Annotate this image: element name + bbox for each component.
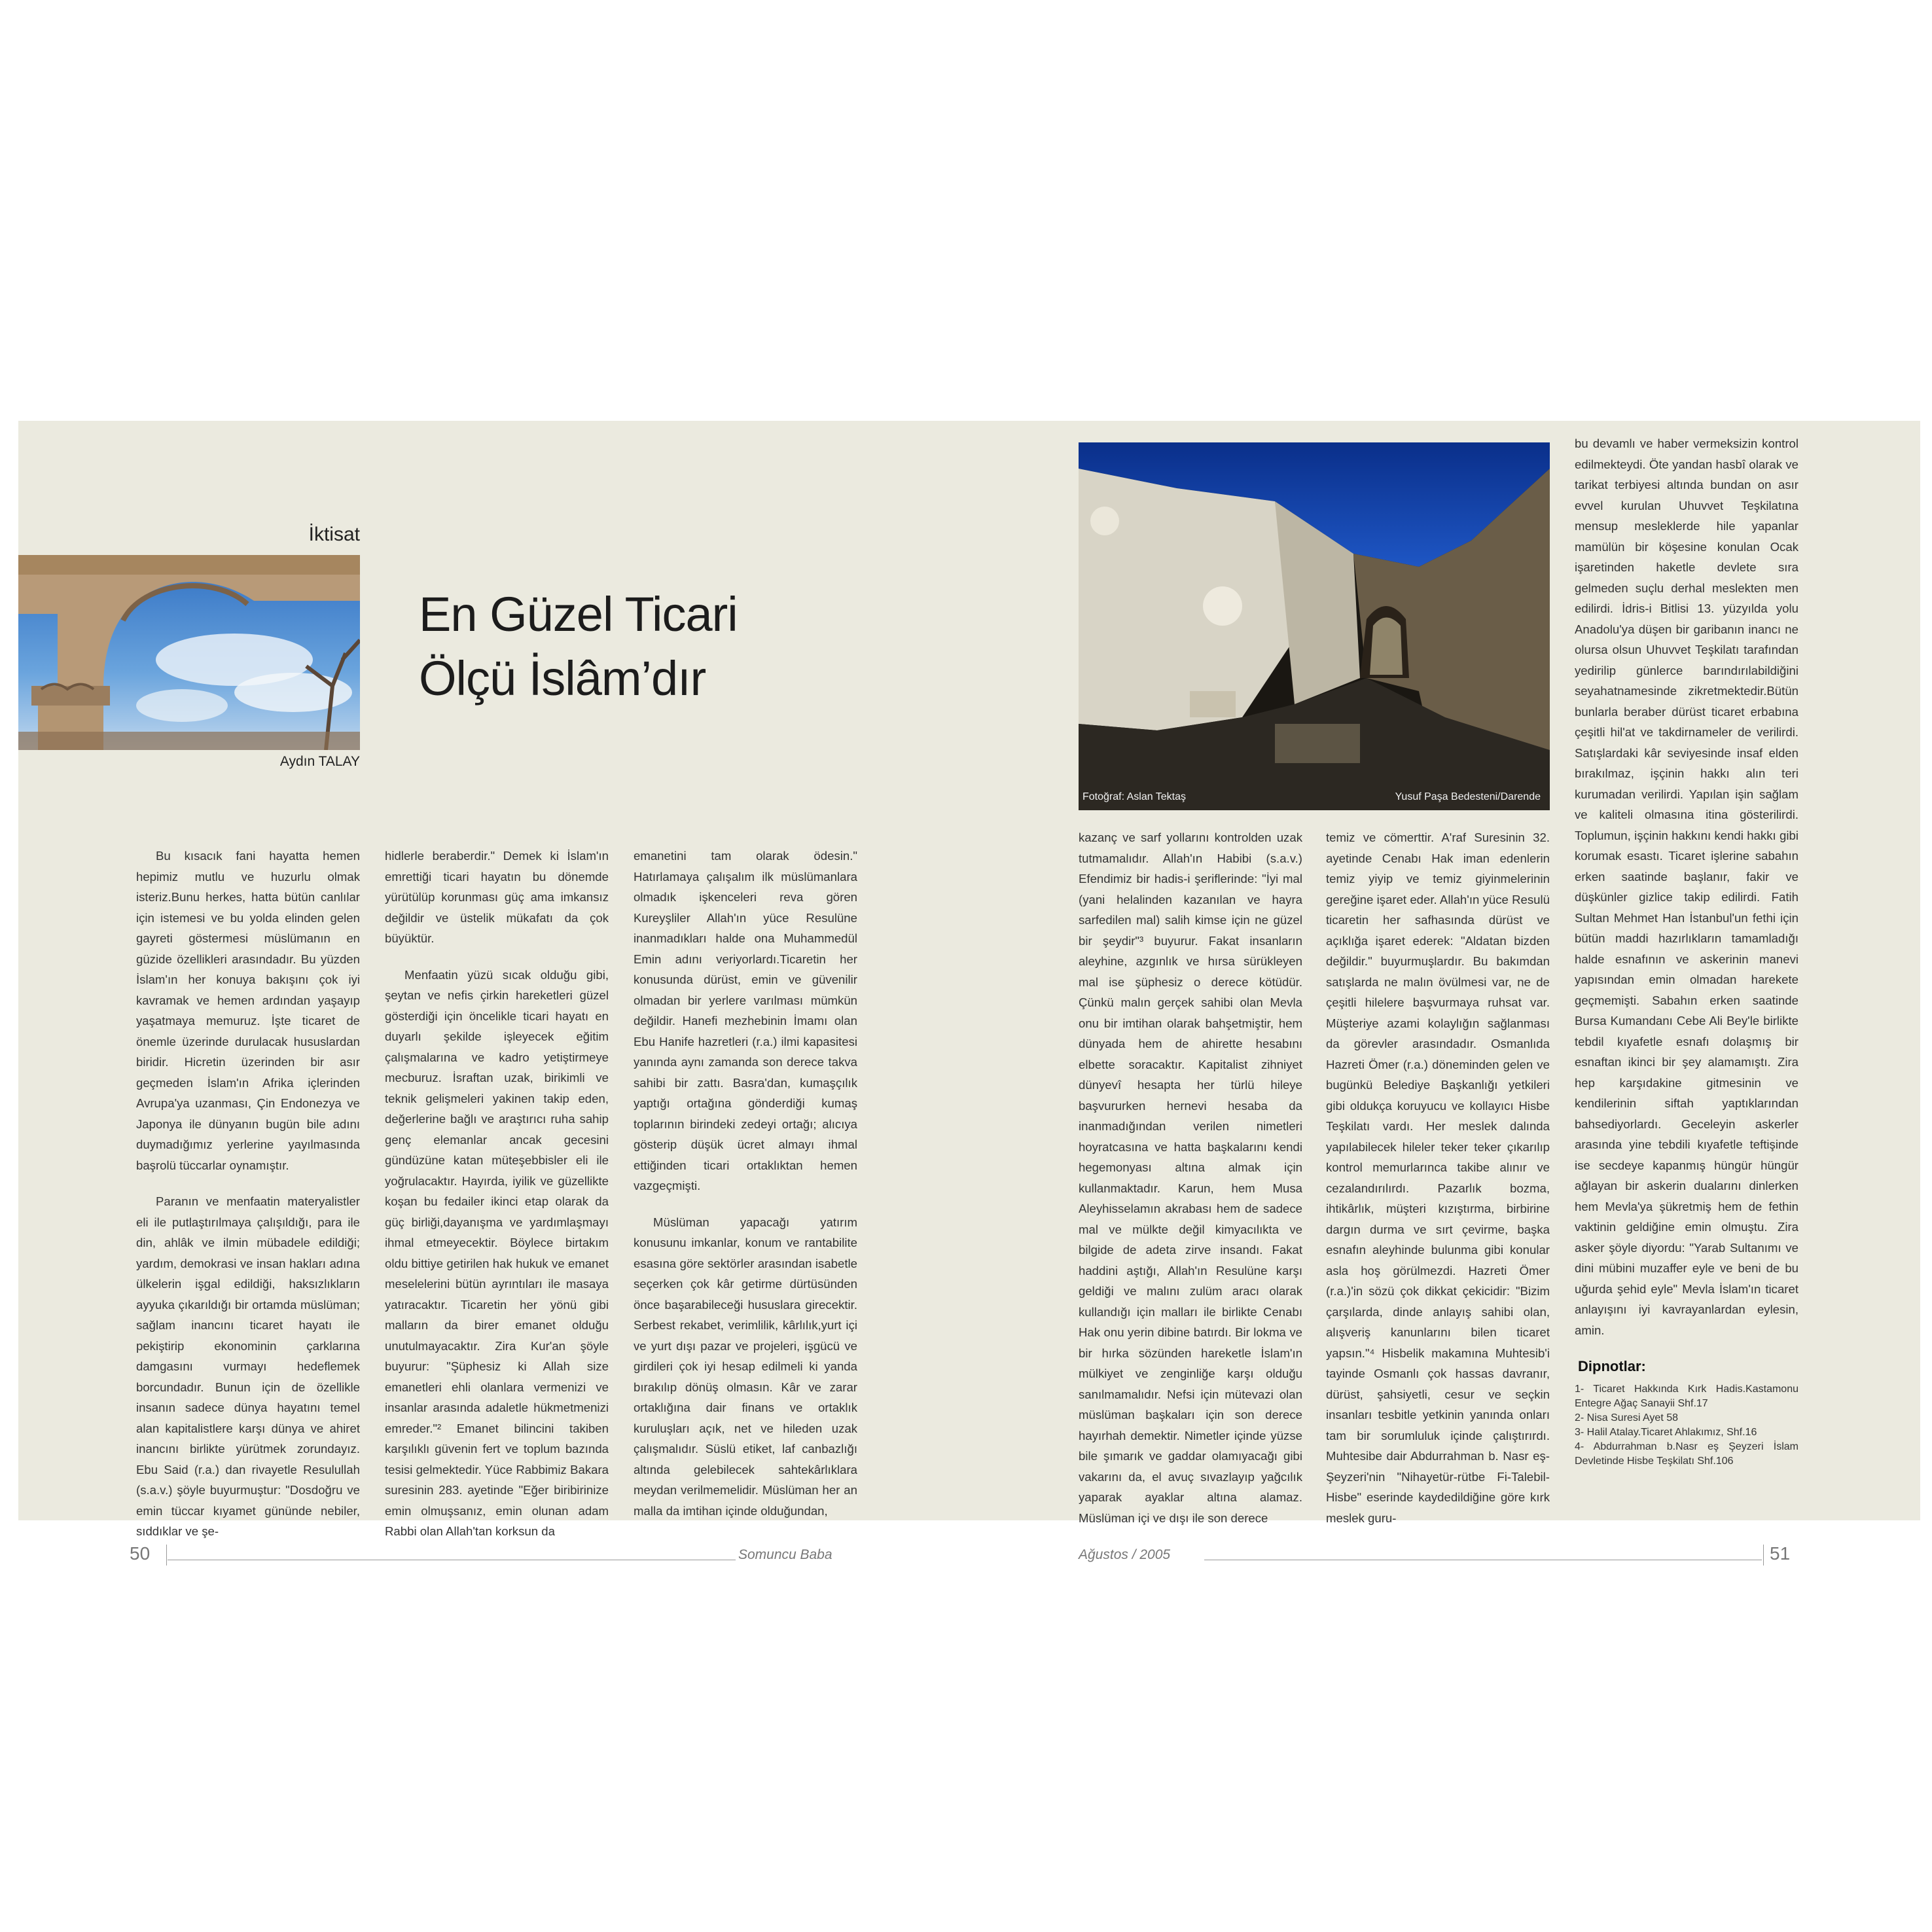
paragraph: Paranın ve menfaatin materyalistler eli ile putlaştırılmaya çalışıldığı, para ile din, ahlâk ve ilmin mübadele edildiği; yardım, demokrasi ve insan hakları adına ülkelerin işgal edildiği, haksızlıkların ayyuka çıkarıldığı bir ortamda müslüman; sağlam inancını ticaret hayatı ile pekiştirip ekonominin çarklarına damgasını vurmayı hedeflemek borcundadır. Bunun için de özellikle insanın sadece dünya hayatını temel alan kapitalistlere karşı dünya ve ahiret inancını birlikte yürütmek zorundayız. Ebu Said (r.a.) dan rivayetle Resulullah (s.a.v.) şöyle buyurmuştur: "Dosdoğru ve emin tüccar kıyamet gününde nebiler, sıddıklar ve şe- xyxy=(136,1194,360,1538)
ruin-photo-graphic xyxy=(1079,442,1550,810)
footnote-item: 1- Ticaret Hakkında Kırk Hadis.Kastamonu Entegre Ağaç Sanayii Shf.17 xyxy=(1575,1383,1798,1409)
column-1 xyxy=(136,846,360,1558)
paragraph: Bu kısacık fani hayatta hemen hepimiz mutlu ve huzurlu olmak isteriz.Bunu herkes, hatta bütün canlılar için istemesi ve bu yolda elinden gelen gayreti göstermesi müslümanın en güzide özellikleri arasındadır. Bu yüzden İslam'ın her konuya bakışını çok iyi kavramak ve hemen ardından yaşayıp yaşatmaya memuruz. İşte ticaret de önemle üzerinde durulacak hususlardan biridir. Hicretin üzerinden bir asır geçmeden İslam'ın Afrika içlerinden Avrupa'ya uzanması, Çin Endonezya ve Japonya ile dünyanın bugün bile adını duymadığımız yerlerine yayılmasında başrolü tüccarlar oynamıştır. xyxy=(136,849,360,1172)
section-label: İktisat xyxy=(308,524,360,545)
column-6 xyxy=(1575,433,1798,1469)
title-line-2: Ölçü İslâm’dır xyxy=(419,651,706,706)
ruin-photo xyxy=(1079,442,1550,810)
left-page-number: 50 xyxy=(130,1543,151,1564)
paragraph: kazanç ve sarf yollarını kontrolden uzak tutmamalıdır. Allah'ın Habibi (s.a.v.) Efendimiz bir hadis-i şeriflerinde: "İyi mal (yani helalinden kazanılan ve hayra sarfedilen mal) salih kimse için ne güzel bir şeydir"³ buyurur. Fakat insanların aleyhine, azgınlık ve hırsa sürükleyen mal ise şüphesiz o derece kötüdür. Çünkü malın gerçek sahibi olan Mevla onu bir imtihan olarak bahşetmiştir, hem dünyada hem de ahirette hesabını elbette soracaktır. Kapitalist zihniyet dünyevî hesapta her türlü hileye başvururken hernevi hesaba da inanmadığından verilen nimetleri hoyratcasına ve hatta başkalarını kendi hegemonyası altına almak için kullanmaktadır. Karun, hem Musa Aleyhisselamın akrabası hem de sadece mal ve mülkte değil kimyacılıkta ve bilgide de adeta zirve insandı. Fakat haddini aştığı, Allah'ın Resulüne karşı geldiği ve malını zulüm aracı olarak kullandığı için malları ile birlikte Cenabı Hak onu yerin dibine batırdı. Bir lokma ve bir hırka sözünden hareketle İslam'ın mülkiyet ve zenginliğe karşı olduğu sanılmamalıdır. Nefsi için mütevazi olan müslüman başkaları için son derece hayırhah demektir. Nimetler içinde yüzse bile şımarık ve gaddar olamıyacağı gibi vakarını da, el avuç sıvazlayıp yağcılık yaparak ayaklar altına alamaz. Müslüman içi ve dışı ile son derece xyxy=(1079,831,1302,1525)
footnote-item: 3- Halil Atalay.Ticaret Ahlakımız, Shf.16 xyxy=(1575,1426,1757,1438)
magazine-name: Somuncu Baba xyxy=(738,1547,832,1562)
column-2 xyxy=(385,846,609,1558)
column-3 xyxy=(634,846,857,1537)
paragraph: bu devamlı ve haber vermeksizin kontrol edilmekteydi. Öte yandan hasbî olarak ve tarikat terbiyesi altında bundan on asır evvel kurulan Uhuvvet Teşkilatına mensup mesleklerde hile yapanlar mamülün bir köşesine konulan Ocak işaretinden haketle devlete sıra gelmeden suçlu derhal meslekten men edilirdi. İdris-i Bitlisi 13. yüzyılda yolu Anadolu'ya düşen bir garibanın inancı ne olursa olsun Uhuvvet Teşkilatı tarafından yedirilip günlerce barındırılabildiğini seyahatnamesinde zikretmektedir.Bütün bunlarla beraber dürüst ticaret erbabına çeşitli hil'at ve takdirnameler de verilirdi. Satışlardaki kâr seviyesinde insaf elden bırakılmaz, işçinin hakkı alın teri kurumadan verilirdi. Yapılan işin sağlam ve kaliteli olmasına itina gösterilirdi. Toplumun, işçinin hakkını kendi hakkı gibi korumak esastı. Ticaret işlerine sabahın erken saatinde başlanır, fakir ve düşkünler gizlice takip edilirdi. Fatih Sultan Mehmet Han İstanbul'un fethi için bütün maddi hazırlıkların tamamladığı halde esnafının ve askerinin manevi yapısından emin olmadan harekete geçmemişti. Sabahın erken saatinde Bursa Kumandanı Cebe Ali Bey'le birlikte tebdil kıyafetle esnafı dolaşmış bir esnaftan ikinci bir şey alamamıştı. Zira hep karşıdakine gitmesinin ve kendilerinin siftah yaptıklarından bahsediyorlardı. Geceleyin askerler arasında yine tebdili kıyafetle teftişinde ise secdeye kapanmış hüngür hüngür ağlayan bir askerin dualarını dinlerken hem Mevla'ya şükretmiş hem de fethin vaktinin geldiğine emin olmuştu. Zira asker şöyle diyordu: "Yarab Sultanımı ve dini mübini muzaffer eyle ve beni de bu uğurda şehid eyle" Mevla İslam'ın ticaret anlayışını iyi kavrayanlardan eylesin, amin. xyxy=(1575,437,1798,1337)
article-title xyxy=(419,582,738,711)
footnotes-title: Dipnotlar: xyxy=(1578,1358,1646,1374)
right-page-number: 51 xyxy=(1770,1543,1791,1564)
arch-photo-graphic xyxy=(18,555,360,750)
footnote-item: 2- Nisa Suresi Ayet 58 xyxy=(1575,1412,1679,1423)
issue-date: Ağustos / 2005 xyxy=(1079,1547,1171,1562)
footer-divider xyxy=(1763,1545,1764,1565)
photo-location: Yusuf Paşa Bedesteni/Darende xyxy=(1395,791,1541,802)
title-line-1: En Güzel Ticari xyxy=(419,587,738,641)
footer-divider xyxy=(166,1545,167,1565)
paragraph: hidlerle beraberdir." Demek ki İslam'ın emrettiği ticari hayatın bu dönemde yürütülüp korunması güç ama imkansız değildir ve üstelik mükafatı da çok büyüktür. xyxy=(385,849,609,945)
column-5 xyxy=(1326,827,1550,1544)
paragraph: temiz ve cömerttir. A'raf Suresinin 32. ayetinde Cenabı Hak iman edenlerin temiz yiyip ve temiz giyinmelerinin gereğine işaret eder. Allah'ın yüce Resulü ticaretin her safhasında dürüst ve açıklığa işaret ederek: "Aldatan bizden değildir." buyurmuşlardır. Bu bakımdan satışlarda ne malın övülmesi var, ne de çeşitli hilelere başvurmaya ruhsat var. Müşteriye azami kolaylığın sağlanması da görevler arasındadır. Osmanlıda Hazreti Ömer (r.a.) döneminden gelen ve bugünkü Belediye Başkanlığı yetkileri gibi oldukça koruyucu ve kollayıcı Hisbe Teşkilatı vardı. Her meslek dalında yapılabilecek hileler teker teker çıkarılıp kontrol memurlarınca takibe alınır ve cezalandırılırdı. Pazarlık bozma, ihtikârlık, müşteri kızıştırma, birbirine dargın durma ve sırt çevirme, başka esnafın aleyhinde bulunma gibi konular asla hoş görülmezdi. Hazreti Ömer (r.a.)'in sözü çok dikkat çekicidir: "Bizim çarşılarda, dinde anlayış sahibi olan, alışveriş kanunlarını bilen ticaret yapsın."⁴ Hisbelik makamına Muhtesib'i tayinde Osmanlı çok hassas davranır, dürüst, şahsiyetli, cesur ve seçkin insanları tesbitle yetkinin yanında onları tam bir sorumluluk içinde çalıştırırdı. Muhtesibe dair Abdurrahman b. Nasr eş-Şeyzeri'nin "Nihayetür-rütbe Fi-Talebil-Hisbe" eserinde kaydedildiğine göre kırk meslek guru- xyxy=(1326,831,1550,1525)
paragraph: Menfaatin yüzü sıcak olduğu gibi, şeytan ve nefis çirkin hareketleri güzel gösterdiği için öncelikle ticari hayatı en duyarlı şekilde işleyecek eğitim çalışmalarına ve kadro yetiştirmeye mecburuz. İsraftan uzak, birikimli ve teknik gelişmeleri yakinen takip eden, değerlerine bağlı ve araştırıcı ruha sahip genç elemanlar ancak gecesini gündüzüne katan müteşebbisler eli ile yoğrulacaktır. Hayırda, iyilik ve güzellikte koşan bu fedailer ikinci etap olarak da güç birliği,dayanışma ve yardımlaşmayı ihmal etmeyecektir. Böylece birtakım oldu bittiye getirilen hak hukuk ve emanet meselelerini bütün ayrıntıları ile masaya yatıracaktır. Ticaretin her yönü gibi malların da birer emanet olduğu unutulmayacaktır. Zira Kur'an şöyle buyurur: "Şüphesiz ki Allah size emanetleri ehli olanlara vermenizi ve insanlar arasında adaletle hükmetmenizi emreder."² Emanet bilincini takiben karşılıklı güvenin fert ve toplum bazında tesisi gelmektedir. Yüce Rabbimiz Bakara suresinin 283. ayetinde "Eğer biribirinize emin olmuşsanız, emin olunan adam Rabbi olan Allah'tan korksun da xyxy=(385,967,609,1538)
column-4 xyxy=(1079,827,1302,1544)
paragraph: emanetini tam olarak ödesin." Hatırlamaya çalışalım ilk müslümanlara olmadık işkenceleri reva gören Kureyşliler Allah'ın yüce Resulüne inanmadıkları halde ona Muhammedül Emin adını veriyorlardı.Ticaretin her konusunda dürüst, emin ve güvenilir olmadan bir yerlere varılması mümkün değildir. Hanefi mezhebinin İmamı olan Ebu Hanife hazretleri (r.a.) ilmi kapasitesi yanında aynı zamanda son derece takva sahibi bir zattı. Basra'dan, kumaşçılık yaptığı ortağına gönderdiği kumaş toplarının birindeki zedeyi ortağı; alıcıya gösterip düşük ücret almayı ihmal ettiğinden ticari ortaklıktan hemen vazgeçmişti. xyxy=(634,849,857,1192)
arch-photo xyxy=(18,555,360,750)
author-name: Aydın TALAY xyxy=(279,754,360,769)
photo-credit: Fotoğraf: Aslan Tektaş xyxy=(1082,791,1187,802)
footnote-item: 4- Abdurrahman b.Nasr eş Şeyzeri İslam Devletinde Hisbe Teşkilatı Shf.106 xyxy=(1575,1440,1798,1467)
paragraph: Müslüman yapacağı yatırım konusunu imkanlar, konum ve rantabilite esasına göre sektörler arasından isabetle seçerken çok kâr getirme dürtüsünden önce başarabileceği hususlara girecektir. Serbest rekabet, verimlilik, kârlılık,yurt içi ve yurt dışı pazar ve projeleri, işgücü ve girdileri çok iyi hesap edilmeli ki yanda bırakılıp dönüş olmasın. Kâr ve zarar ortaklığına dair finans ve ortaklık kuruluşları açık, net ve hileden uzak çalışmalıdır. Süslü etiket, laf canbazlığı altında gelebilecek sahtekârlıklara meydan verilmemelidir. Müslüman her an malla da imtihan içinde olduğundan, xyxy=(634,1215,857,1518)
footnotes-list xyxy=(1575,1382,1798,1469)
